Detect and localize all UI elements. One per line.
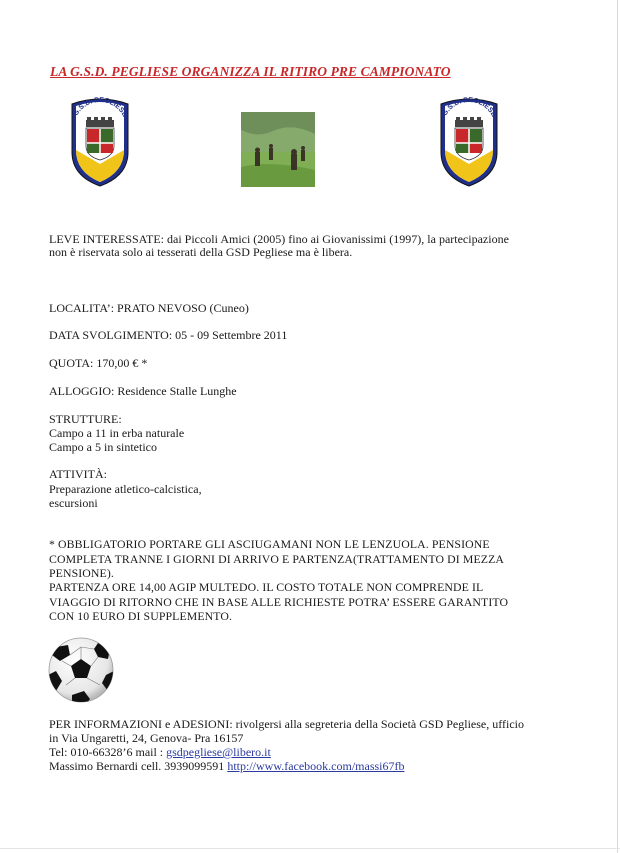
note-line: PENSIONE). (49, 566, 114, 580)
facebook-link[interactable]: http://www.facebook.com/massi67fb (227, 759, 405, 773)
info-line-2: in Via Ungaretti, 24, Genova- Pra 16157 (49, 731, 244, 745)
soccer-ball-icon (48, 637, 114, 703)
quota: QUOTA: 170,00 € * (49, 356, 148, 370)
scan-edge-right (617, 0, 618, 853)
info-line-3 (49, 745, 271, 760)
note-line: VIAGGIO DI RITORNO CHE IN BASE ALLE RICHIESTE POTRA’ ESSERE GARANTITO (49, 595, 509, 609)
strutture-item: Campo a 11 in erba naturale (49, 426, 185, 440)
info-line-4 (49, 759, 405, 774)
tel-text: Tel: 010-66328’6 mail : (49, 745, 167, 759)
note-line: * OBBLIGATORIO PORTARE GLI ASCIUGAMANI NON LE LENZUOLA. PENSIONE (49, 537, 490, 551)
email-link[interactable]: gsdpegliese@libero.it (166, 745, 271, 759)
leve-line-2: non è riservata solo ai tesserati della GSD Pegliese ma è libera. (49, 245, 353, 259)
flyer-title: LA G.S.D. PEGLIESE ORGANIZZA IL RITIRO PRE CAMPIONATO (50, 64, 451, 79)
note-line: COMPLETA TRANNE I GIORNI DI ARRIVO E PARTENZA(TRATTAMENTO DI MEZZA (49, 552, 505, 566)
club-crest-left-icon (66, 94, 134, 188)
svg-text:G.S.D. PEGLIESE: G.S.D. PEGLIESE (72, 96, 129, 119)
alloggio: ALLOGGIO: Residence Stalle Lunghe (49, 384, 237, 398)
leve-line-1: LEVE INTERESSATE: dai Piccoli Amici (2005) fino ai Giovanissimi (1997), la partecipazione (49, 232, 509, 246)
strutture-heading: STRUTTURE: (49, 412, 122, 426)
club-crest-right-icon (435, 94, 503, 188)
info-line-1: PER INFORMAZIONI e ADESIONI: rivolgersi alla segreteria della Società GSD Pegliese, ufficio (49, 717, 525, 731)
svg-text:G.S.D. PEGLIESE: G.S.D. PEGLIESE (441, 96, 498, 119)
contact-text: Massimo Bernardi cell. 3939099591 (49, 759, 228, 773)
scan-edge-bottom (0, 848, 620, 849)
strutture-item: Campo a 5 in sintetico (49, 440, 157, 454)
hikers-photo (241, 112, 315, 187)
attivita-heading: ATTIVITÀ: (49, 467, 107, 481)
localita: LOCALITA’: PRATO NEVOSO (Cuneo) (49, 301, 249, 315)
data-svolgimento: DATA SVOLGIMENTO: 05 - 09 Settembre 2011 (49, 328, 288, 342)
attivita-item: escursioni (49, 496, 98, 510)
note-line: PARTENZA ORE 14,00 AGIP MULTEDO. IL COSTO TOTALE NON COMPRENDE IL (49, 580, 484, 594)
attivita-item: Preparazione atletico-calcistica, (49, 482, 202, 496)
note-line: CON 10 EURO DI SUPPLEMENTO. (49, 609, 233, 623)
